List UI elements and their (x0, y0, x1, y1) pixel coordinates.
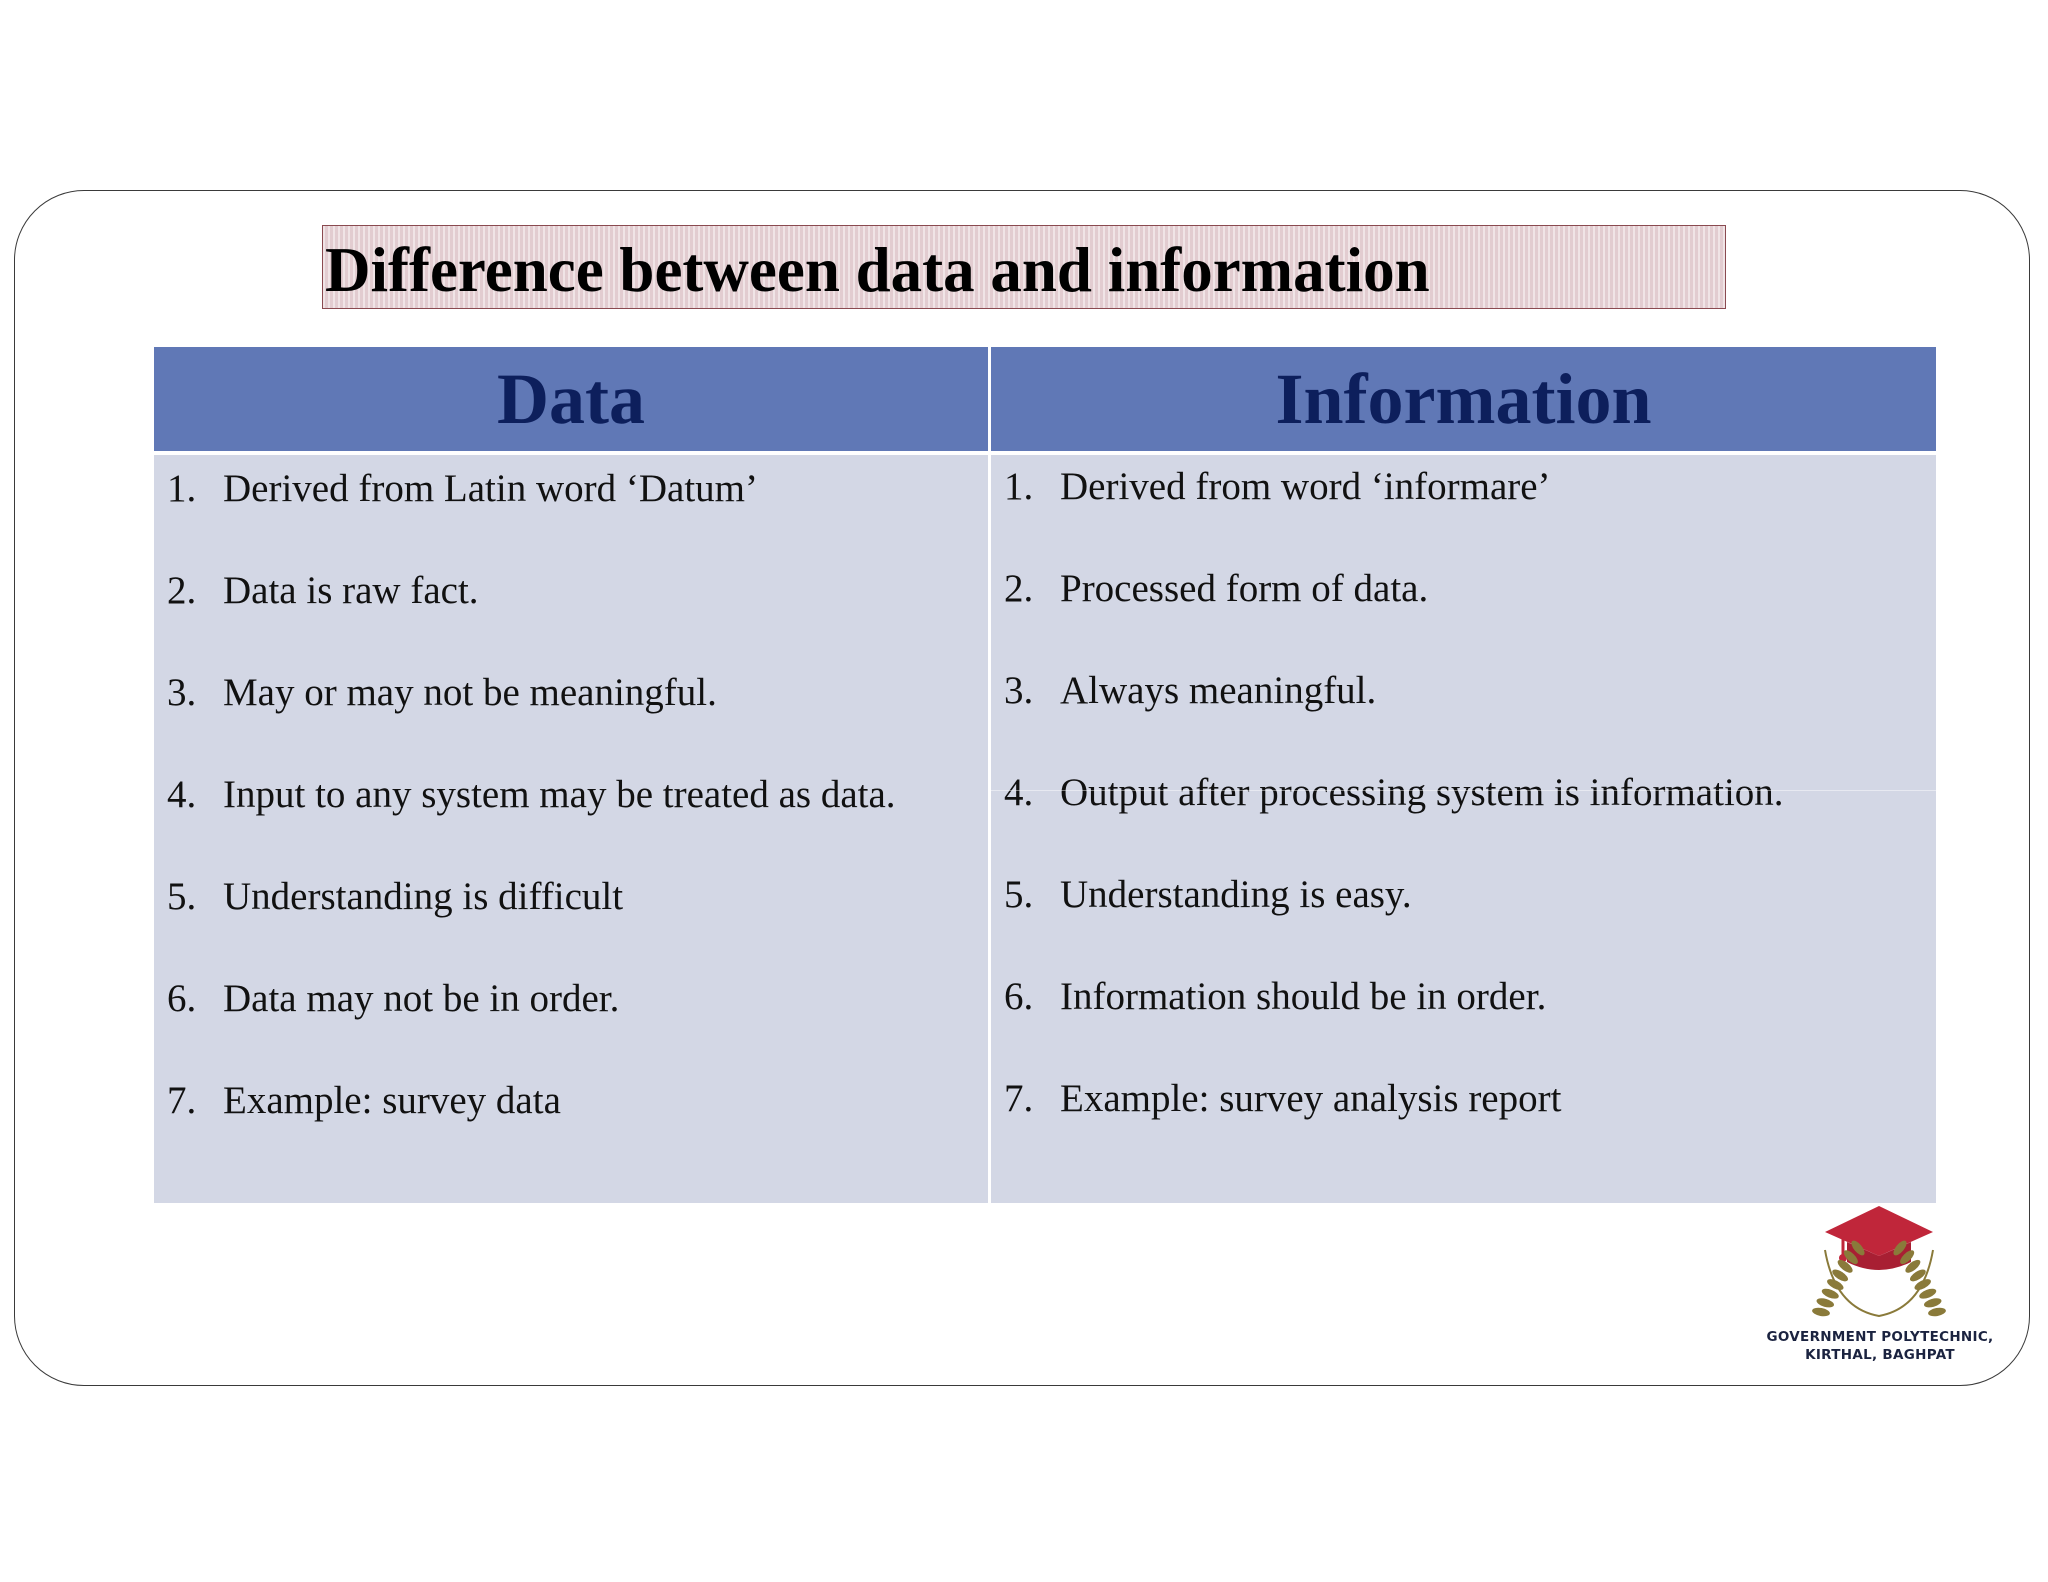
item-number: 2. (167, 569, 197, 612)
item-number: 6. (1004, 975, 1034, 1018)
item-number: 3. (167, 671, 197, 714)
header-data: Data (154, 347, 988, 451)
row-divider (991, 790, 1936, 791)
item-text: Processed form of data. (1060, 567, 1429, 610)
item-number: 1. (167, 467, 197, 510)
laurel-leaf (1811, 1306, 1830, 1317)
item-text: Understanding is easy. (1060, 873, 1412, 916)
information-column (991, 455, 1936, 1203)
item-text: Output after processing system is information. (1060, 771, 1784, 814)
item-text: May or may not be meaningful. (223, 671, 717, 714)
item-number: 6. (167, 977, 197, 1020)
item-number: 5. (167, 875, 197, 918)
logo-caption-line2: KIRTHAL, BAGHPAT (1805, 1347, 1955, 1363)
item-number: 3. (1004, 669, 1034, 712)
comparison-table (154, 347, 1936, 1203)
item-number: 7. (167, 1079, 197, 1122)
item-text: Information should be in order. (1060, 975, 1547, 1018)
data-column (154, 455, 988, 1203)
logo-caption-line1: GOVERNMENT POLYTECHNIC, (1766, 1329, 1994, 1345)
item-text: Data may not be in order. (223, 977, 620, 1020)
laurel-leaf (1927, 1306, 1946, 1317)
slide-title: Difference between data and information (325, 235, 1430, 305)
item-text: Always meaningful. (1060, 669, 1377, 712)
item-number: 4. (1004, 771, 1034, 814)
item-text: Data is raw fact. (223, 569, 479, 612)
item-number: 5. (1004, 873, 1034, 916)
item-text: Derived from Latin word ‘Datum’ (223, 467, 758, 510)
item-text: Understanding is difficult (223, 875, 624, 918)
item-number: 4. (167, 773, 197, 816)
laurel-leaf (1923, 1297, 1942, 1310)
item-number: 7. (1004, 1077, 1034, 1120)
item-number: 1. (1004, 465, 1034, 508)
laurel-leaf (1816, 1297, 1835, 1310)
item-text: Example: survey data (223, 1079, 561, 1122)
item-text: Input to any system may be treated as data. (223, 773, 896, 816)
item-text: Example: survey analysis report (1060, 1077, 1562, 1120)
header-information: Information (991, 347, 1936, 451)
item-text: Derived from word ‘informare’ (1060, 465, 1551, 508)
item-number: 2. (1004, 567, 1034, 610)
